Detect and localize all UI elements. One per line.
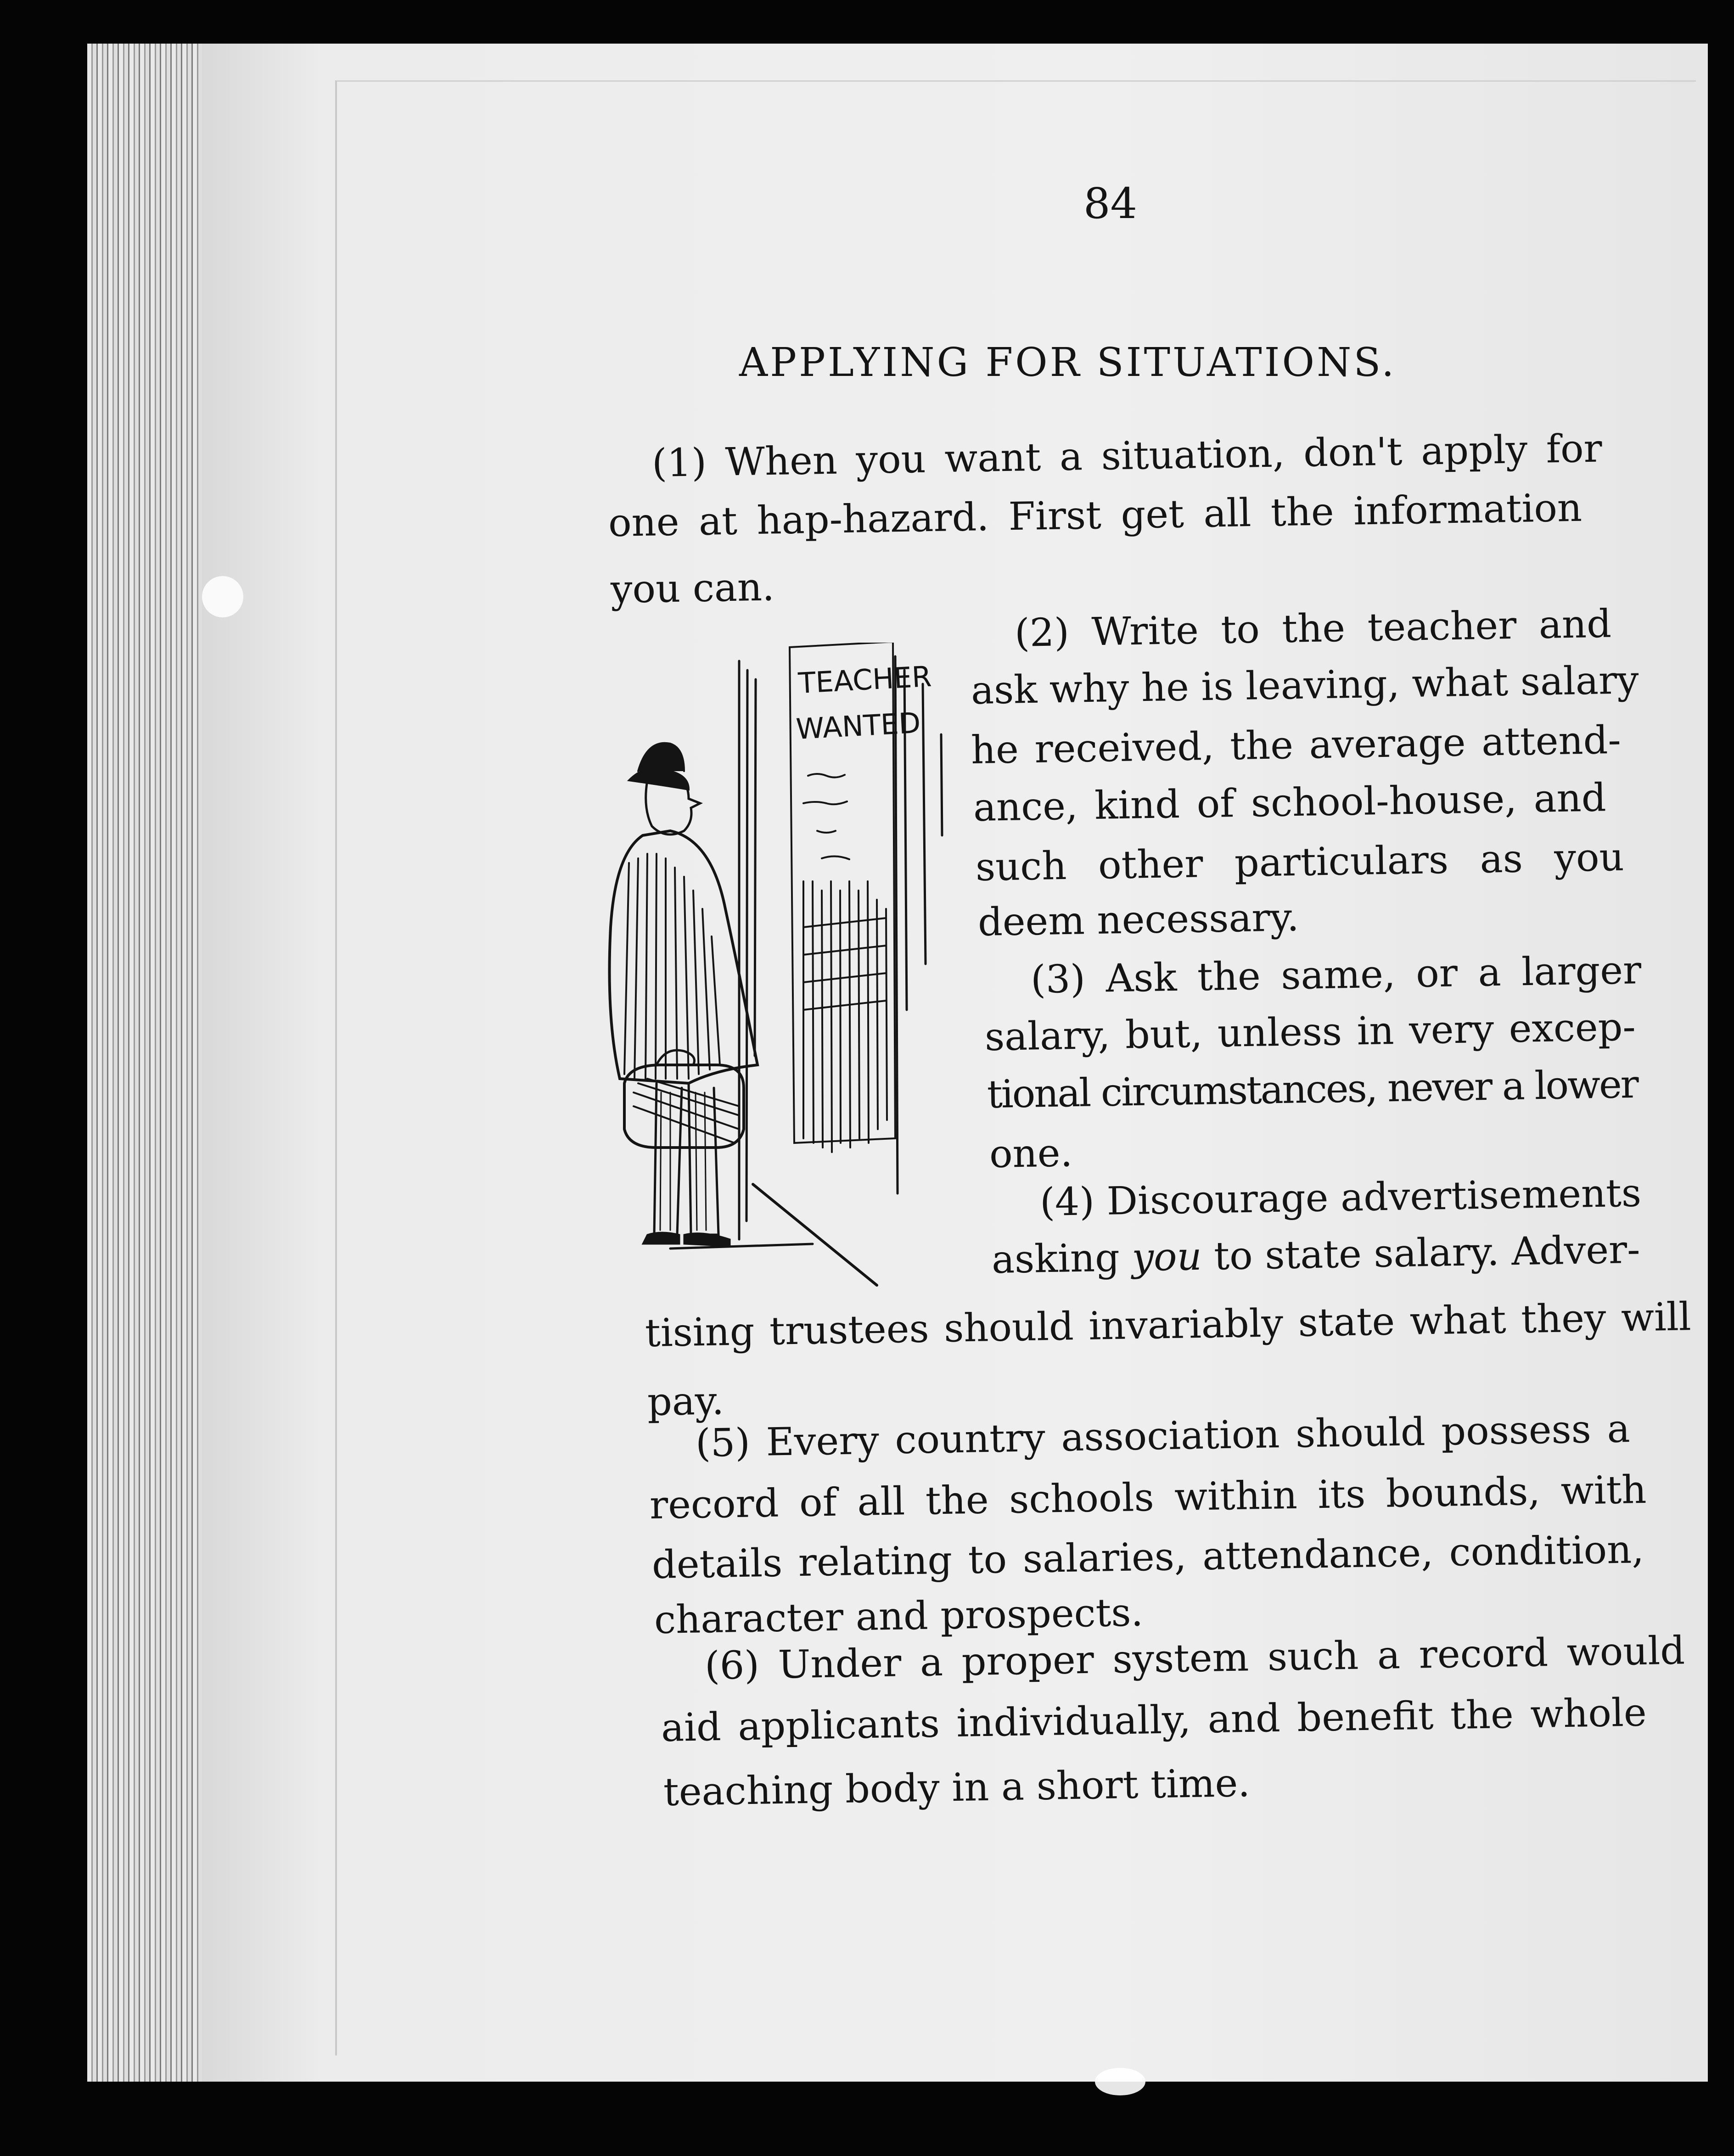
dust-speck — [1095, 2068, 1145, 2095]
sign-wanted-text: WANTED — [795, 706, 921, 746]
asking-prefix: asking — [991, 1235, 1133, 1282]
asking-rest: to state salary. Adver- — [1213, 1226, 1641, 1279]
page-edges — [87, 44, 211, 2082]
text-line: salary, but, unless in very excep- — [984, 1004, 1636, 1059]
text-line: deem necessary. — [977, 895, 1300, 945]
text-line: aid applicants individually, and benefit the whole — [661, 1690, 1647, 1750]
text-line: you can. — [610, 564, 775, 612]
text-line: (5) Every country association should possess a — [695, 1406, 1631, 1466]
text-line: ask why he is leaving, what salary — [971, 657, 1639, 713]
asking-suffix — [1201, 1233, 1214, 1278]
page-number: 84 — [1083, 179, 1138, 228]
text-line: such other particulars as you — [975, 834, 1625, 890]
sign-teacher-text: TEACHER — [797, 659, 932, 700]
text-line: ance, kind of school-house, and — [973, 775, 1607, 830]
text-line: pay. — [647, 1378, 724, 1424]
text-line: he received, the average attend- — [971, 717, 1622, 773]
text-line: (2) Write to the teacher and — [1014, 601, 1612, 655]
text-line: (4) Discourage advertisements — [1039, 1170, 1642, 1225]
dust-speck — [202, 576, 243, 617]
text-line: details relating to salaries, attendance, condition, — [651, 1527, 1644, 1587]
text-line: tising trustees should invariably state what they will — [645, 1294, 1692, 1355]
text-line: (3) Ask the same, or a larger — [1030, 947, 1642, 1002]
text-line: character and prospects. — [654, 1590, 1144, 1642]
text-line: teaching body in a short time. — [663, 1760, 1251, 1814]
text-line: one at hap-hazard. First get all the information — [608, 485, 1582, 545]
text-line: (6) Under a proper system such a record would — [704, 1628, 1685, 1688]
text-line: one. — [989, 1130, 1073, 1176]
page-title: APPLYING FOR SITUATIONS. — [739, 340, 1397, 386]
text-line: tional circumstances, never a lower — [987, 1061, 1638, 1117]
text-line: record of all the schools within its bounds, with — [649, 1467, 1647, 1528]
asking-italic-word: you — [1131, 1233, 1202, 1280]
man-reading-sign-illustration — [601, 643, 955, 1299]
text-line: (1) When you want a situation, don't apply for — [651, 426, 1603, 486]
